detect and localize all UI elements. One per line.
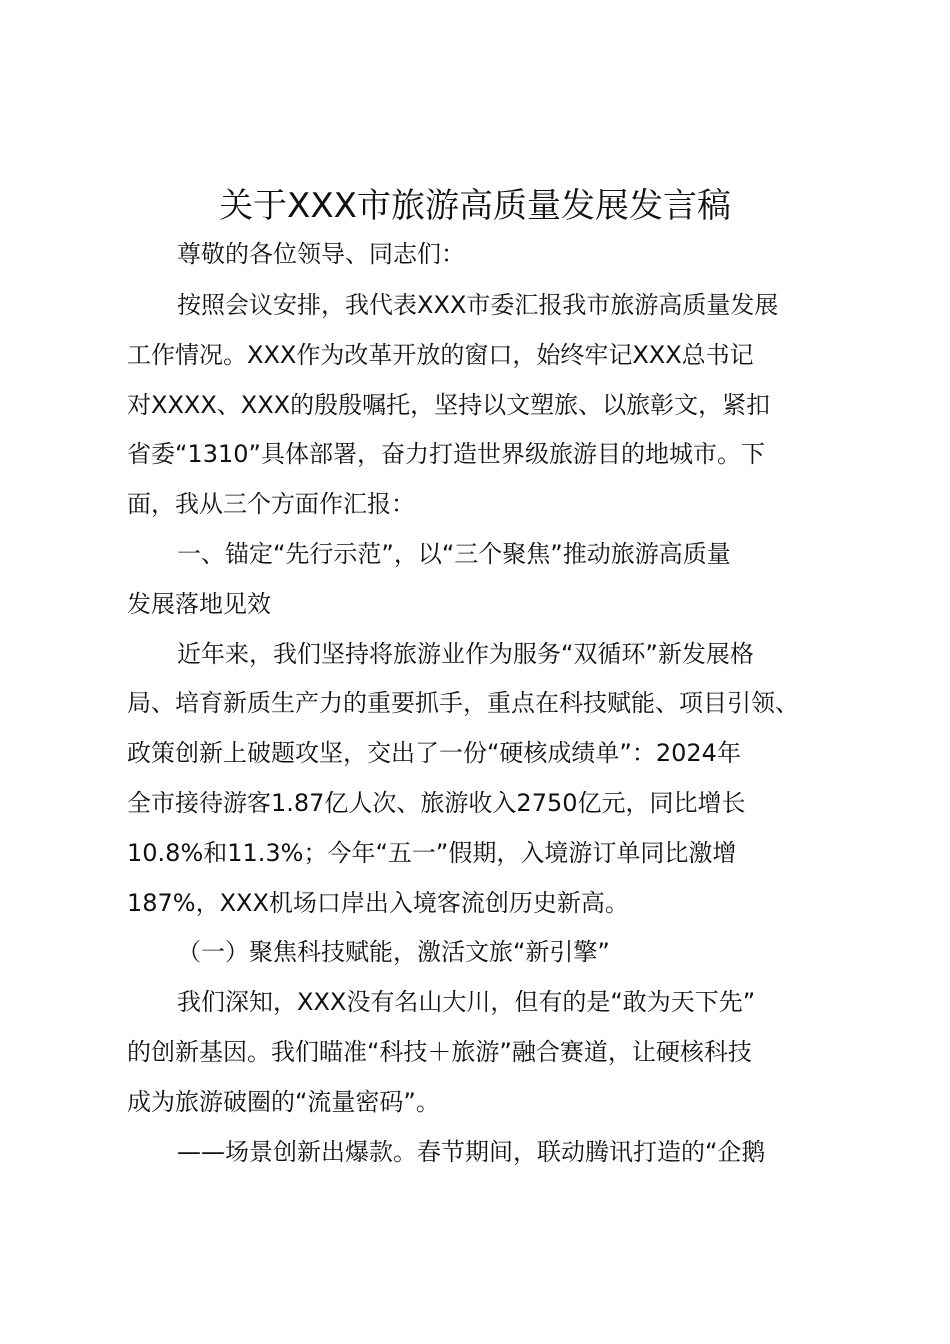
body-line: 全市接待游客1.87亿人次、旅游收入2750亿元，同比增长 <box>127 789 746 817</box>
body-line: ——场景创新出爆款。春节期间，联动腾讯打造的“企鹅 <box>177 1138 766 1166</box>
body-line: 的创新基因。我们瞄准“科技＋旅游”融合赛道，让硬核科技 <box>127 1038 752 1066</box>
section-heading-line: 发展落地见效 <box>127 590 271 618</box>
body-line: 按照会议安排，我代表XXX市委汇报我市旅游高质量发展 <box>177 291 779 319</box>
body-line: 对XXXX、XXX的殷殷嘱托，坚持以文塑旅、以旅彰文，紧扣 <box>127 391 771 419</box>
body-line: 187%，XXX机场口岸出入境客流创历史新高。 <box>127 889 629 917</box>
body-line: 局、培育新质生产力的重要抓手，重点在科技赋能、项目引领、 <box>127 689 799 717</box>
body-line: 近年来，我们坚持将旅游业作为服务“双循环”新发展格 <box>177 640 754 668</box>
body-line: 我们深知，XXX没有名山大川，但有的是“敢为天下先” <box>177 988 756 1016</box>
subsection-heading-line: （一）聚焦科技赋能，激活文旅“新引擎” <box>177 938 610 966</box>
body-line: 面，我从三个方面作汇报： <box>127 490 415 518</box>
section-heading-line: 一、锚定“先行示范”，以“三个聚焦”推动旅游高质量 <box>177 540 731 568</box>
salutation-line: 尊敬的各位领导、同志们： <box>177 240 465 268</box>
document-title: 关于XXX市旅游高质量发展发言稿 <box>219 186 731 226</box>
body-line: 10.8%和11.3%；今年“五一”假期，入境游订单同比激增 <box>127 839 737 867</box>
body-line: 政策创新上破题攻坚，交出了一份“硬核成绩单”：2024年 <box>127 739 741 767</box>
body-line: 工作情况。XXX作为改革开放的窗口，始终牢记XXX总书记 <box>127 341 754 369</box>
body-line: 省委“1310”具体部署，奋力打造世界级旅游目的地城市。下 <box>127 440 765 468</box>
body-line: 成为旅游破圈的“流量密码”。 <box>127 1088 440 1116</box>
